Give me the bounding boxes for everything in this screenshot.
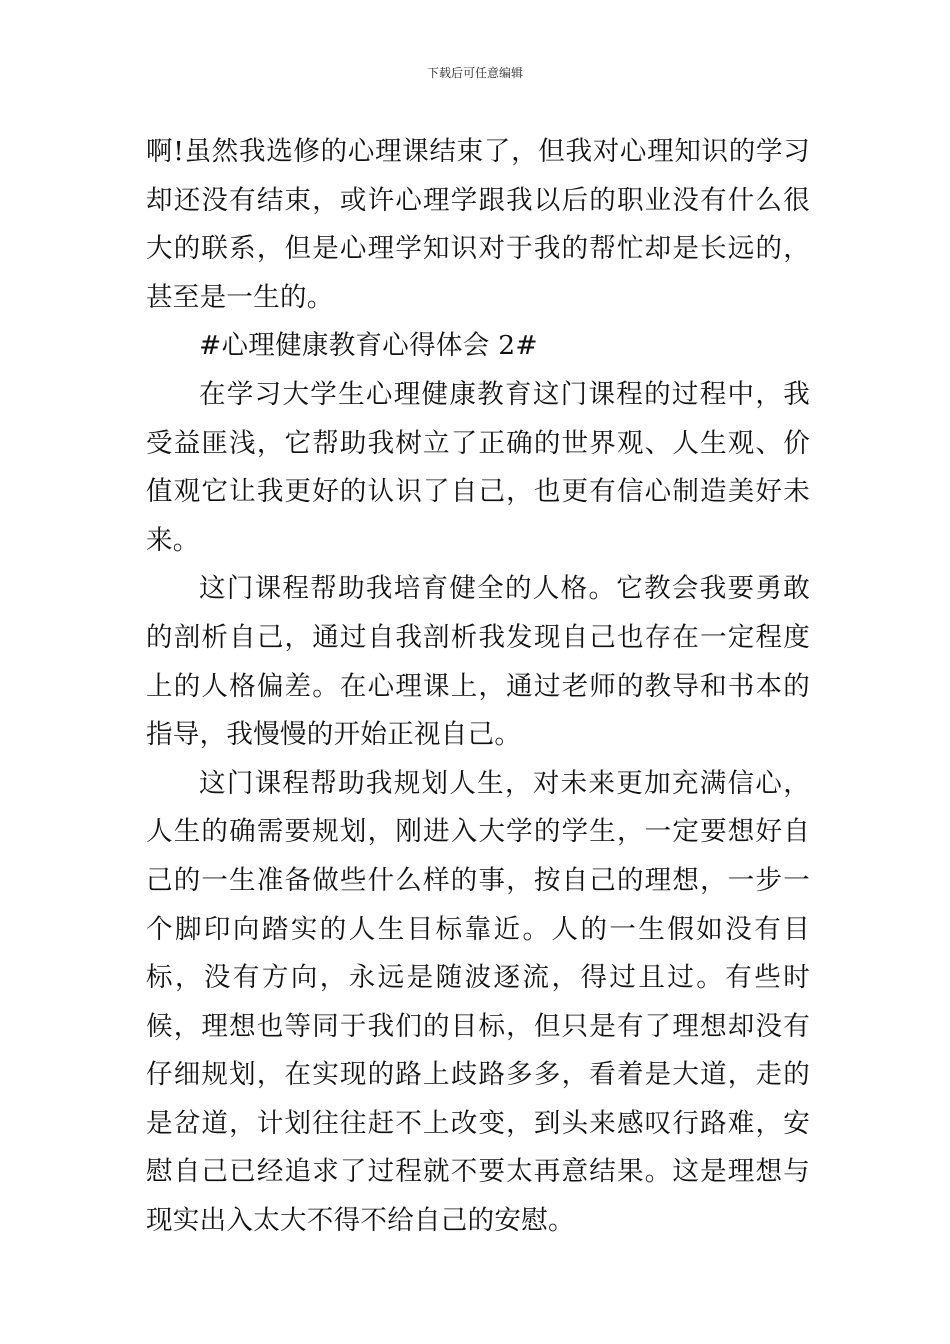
section-heading: #心理健康教育心得体会 2# xyxy=(199,330,538,362)
document-body xyxy=(146,128,810,1246)
paragraph-course-benefit: 在学习大学生心理健康教育这门课程的过程中，我受益匪浅，它帮助我树立了正确的世界观、人生观、价值观它让我更好的认识了自己，也更有信心制造美好未来。 xyxy=(146,378,810,556)
paragraph-intro-ending: 啊!虽然我选修的心理课结束了，但我对心理知识的学习却还没有结束，或许心理学跟我以后的职业没有什么很大的联系，但是心理学知识对于我的帮忙却是长远的，甚至是一生的。 xyxy=(146,136,810,313)
paragraph-personality: 这门课程帮助我培育健全的人格。它教会我要勇敢的剖析自己，通过自我剖析我发现自己也存在一定程度上的人格偏差。在心理课上，通过老师的教导和书本的指导，我慢慢的开始正视自己。 xyxy=(146,573,810,751)
paragraph-life-planning: 这门课程帮助我规划人生，对未来更加充满信心，人生的确需要规划，刚进入大学的学生，一定要想好自己的一生准备做些什么样的事，按自己的理想，一步一个脚印向踏实的人生目标靠近。人的一生假如没有目标，没有方向，永远是随波逐流，得过且过。有些时候，理想也等同于我们的目标，但只是有了理想却没有仔细规划，在实现的路上歧路多多，看着是大道，走的是岔道，计划往往赶不上改变，到头来感叹行路难，安慰自己已经追求了过程就不要太再意结果。这是理想与现实出入太大不得不给自己的安慰。 xyxy=(146,767,810,1237)
page-header: 下载后可任意编辑 xyxy=(426,66,523,80)
